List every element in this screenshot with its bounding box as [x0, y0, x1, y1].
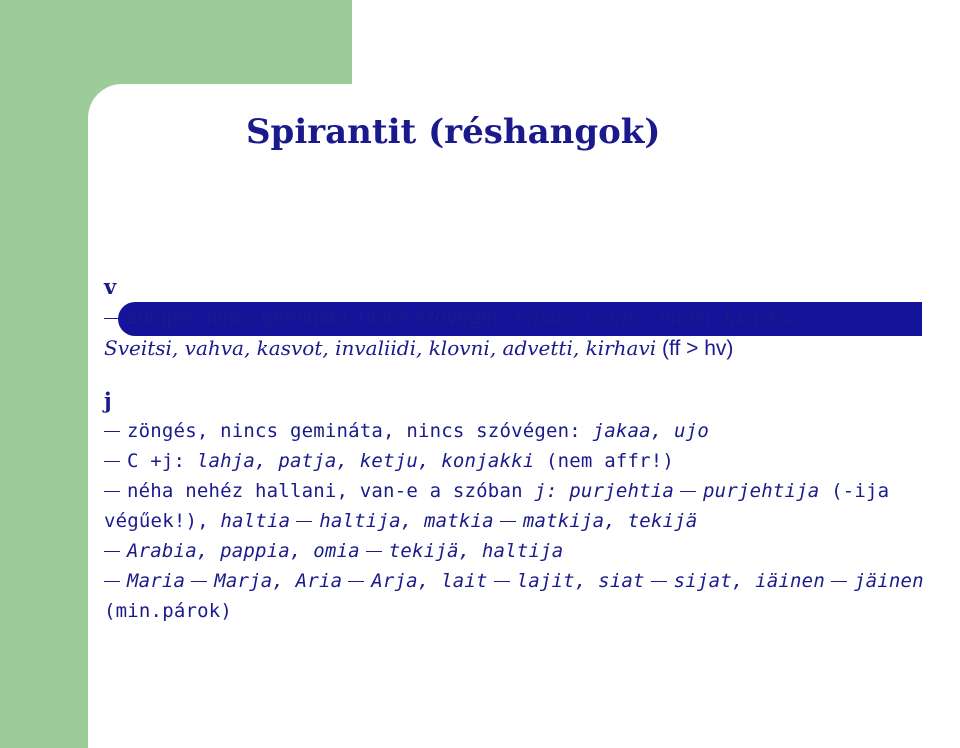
dash-icon [104, 491, 120, 493]
dash-icon [104, 551, 120, 553]
slide-content [104, 272, 949, 626]
dash-icon [104, 318, 120, 320]
section-heading-v: v [104, 274, 117, 299]
dash-icon [494, 581, 510, 583]
j-bullet-5-cont: (min.párok) [104, 600, 233, 622]
section-gap [104, 364, 949, 386]
dash-icon [651, 581, 667, 583]
j-bullet-1: zöngés, nincs gemináta, nincs szóvégen: jakaa, ujo [104, 416, 949, 446]
dash-icon [680, 491, 696, 493]
dash-icon [104, 581, 120, 583]
v-bullet-1-cont: Sveitsi, vahva, kasvot, invaliidi, klovni, advetti, kirhavi (ff > hv) [104, 336, 734, 360]
dash-icon [348, 581, 364, 583]
j-bullet-2: C +j: lahja, patja, ketju, konjakki (nem affr!) [104, 446, 949, 476]
dash-icon [191, 581, 207, 583]
j-bullet-3: néha nehéz hallani, van-e a szóban j: purjehtia purjehtija (-ija [104, 476, 949, 506]
v-bullet-1: zöngés, nincs gemináta, nincs szóvégen: viisas, voima, vuosi, kvartsi, [104, 302, 949, 333]
dash-icon [366, 551, 382, 553]
j-bullet-3-cont: végűek!), haltia haltija, matkia matkija, tekijä [104, 510, 698, 532]
j-bullet-4: Arabia, pappia, omia tekijä, haltija [104, 536, 949, 566]
j-bullet-5: Maria Marja, Aria Arja, lait lajit, siat sijat, iäinen jäinen [104, 566, 949, 596]
dash-icon [500, 521, 516, 523]
dash-icon [104, 461, 120, 463]
dash-icon [104, 431, 120, 433]
dash-icon [296, 521, 312, 523]
dash-icon [831, 581, 847, 583]
slide-title: Spirantit (réshangok) [246, 112, 661, 152]
section-heading-j: j [104, 388, 112, 413]
